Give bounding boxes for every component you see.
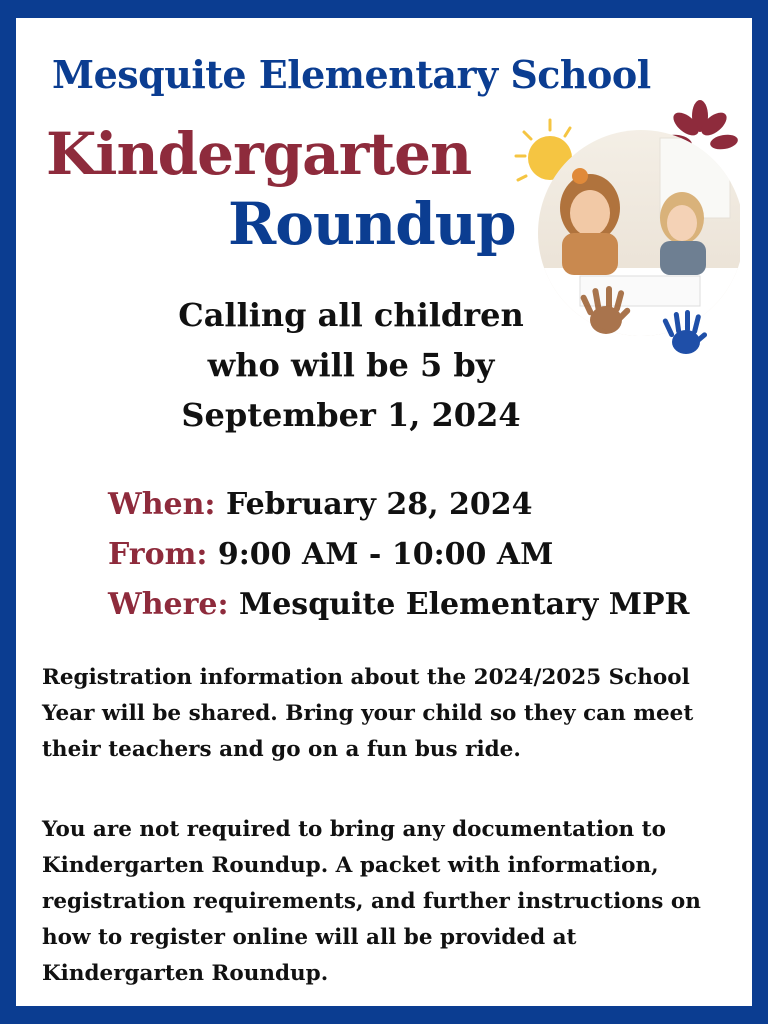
title-roundup: Roundup	[228, 190, 516, 258]
calling-line-2: who will be 5 by	[207, 346, 495, 384]
calling-line-1: Calling all children	[178, 296, 524, 334]
flyer	[16, 18, 752, 1006]
where-value: Mesquite Elementary MPR	[239, 587, 690, 622]
where-label: Where:	[108, 587, 229, 622]
title-kindergarten: Kindergarten	[46, 120, 472, 188]
when-value: February 28, 2024	[225, 487, 533, 522]
event-details	[108, 480, 728, 630]
registration-paragraph: Registration information about the 2024/2025 School Year will be shared. Bring your child so they can meet their teachers and go on a fun bus ride.	[42, 665, 694, 762]
from-value: 9:00 AM - 10:00 AM	[217, 537, 554, 572]
from-label: From:	[108, 537, 208, 572]
documentation-paragraph: You are not required to bring any documentation to Kindergarten Roundup. A packet with information, registration requirements, and further instructions on how to register online will all be provided at Kindergarten Roundup.	[42, 817, 701, 986]
when-label: When:	[108, 487, 216, 522]
school-name: Mesquite Elementary School	[52, 52, 651, 97]
eligibility-message	[106, 290, 596, 440]
detail-when	[108, 480, 728, 530]
detail-from	[108, 530, 728, 580]
detail-where	[108, 580, 728, 630]
calling-line-3: September 1, 2024	[181, 396, 521, 434]
